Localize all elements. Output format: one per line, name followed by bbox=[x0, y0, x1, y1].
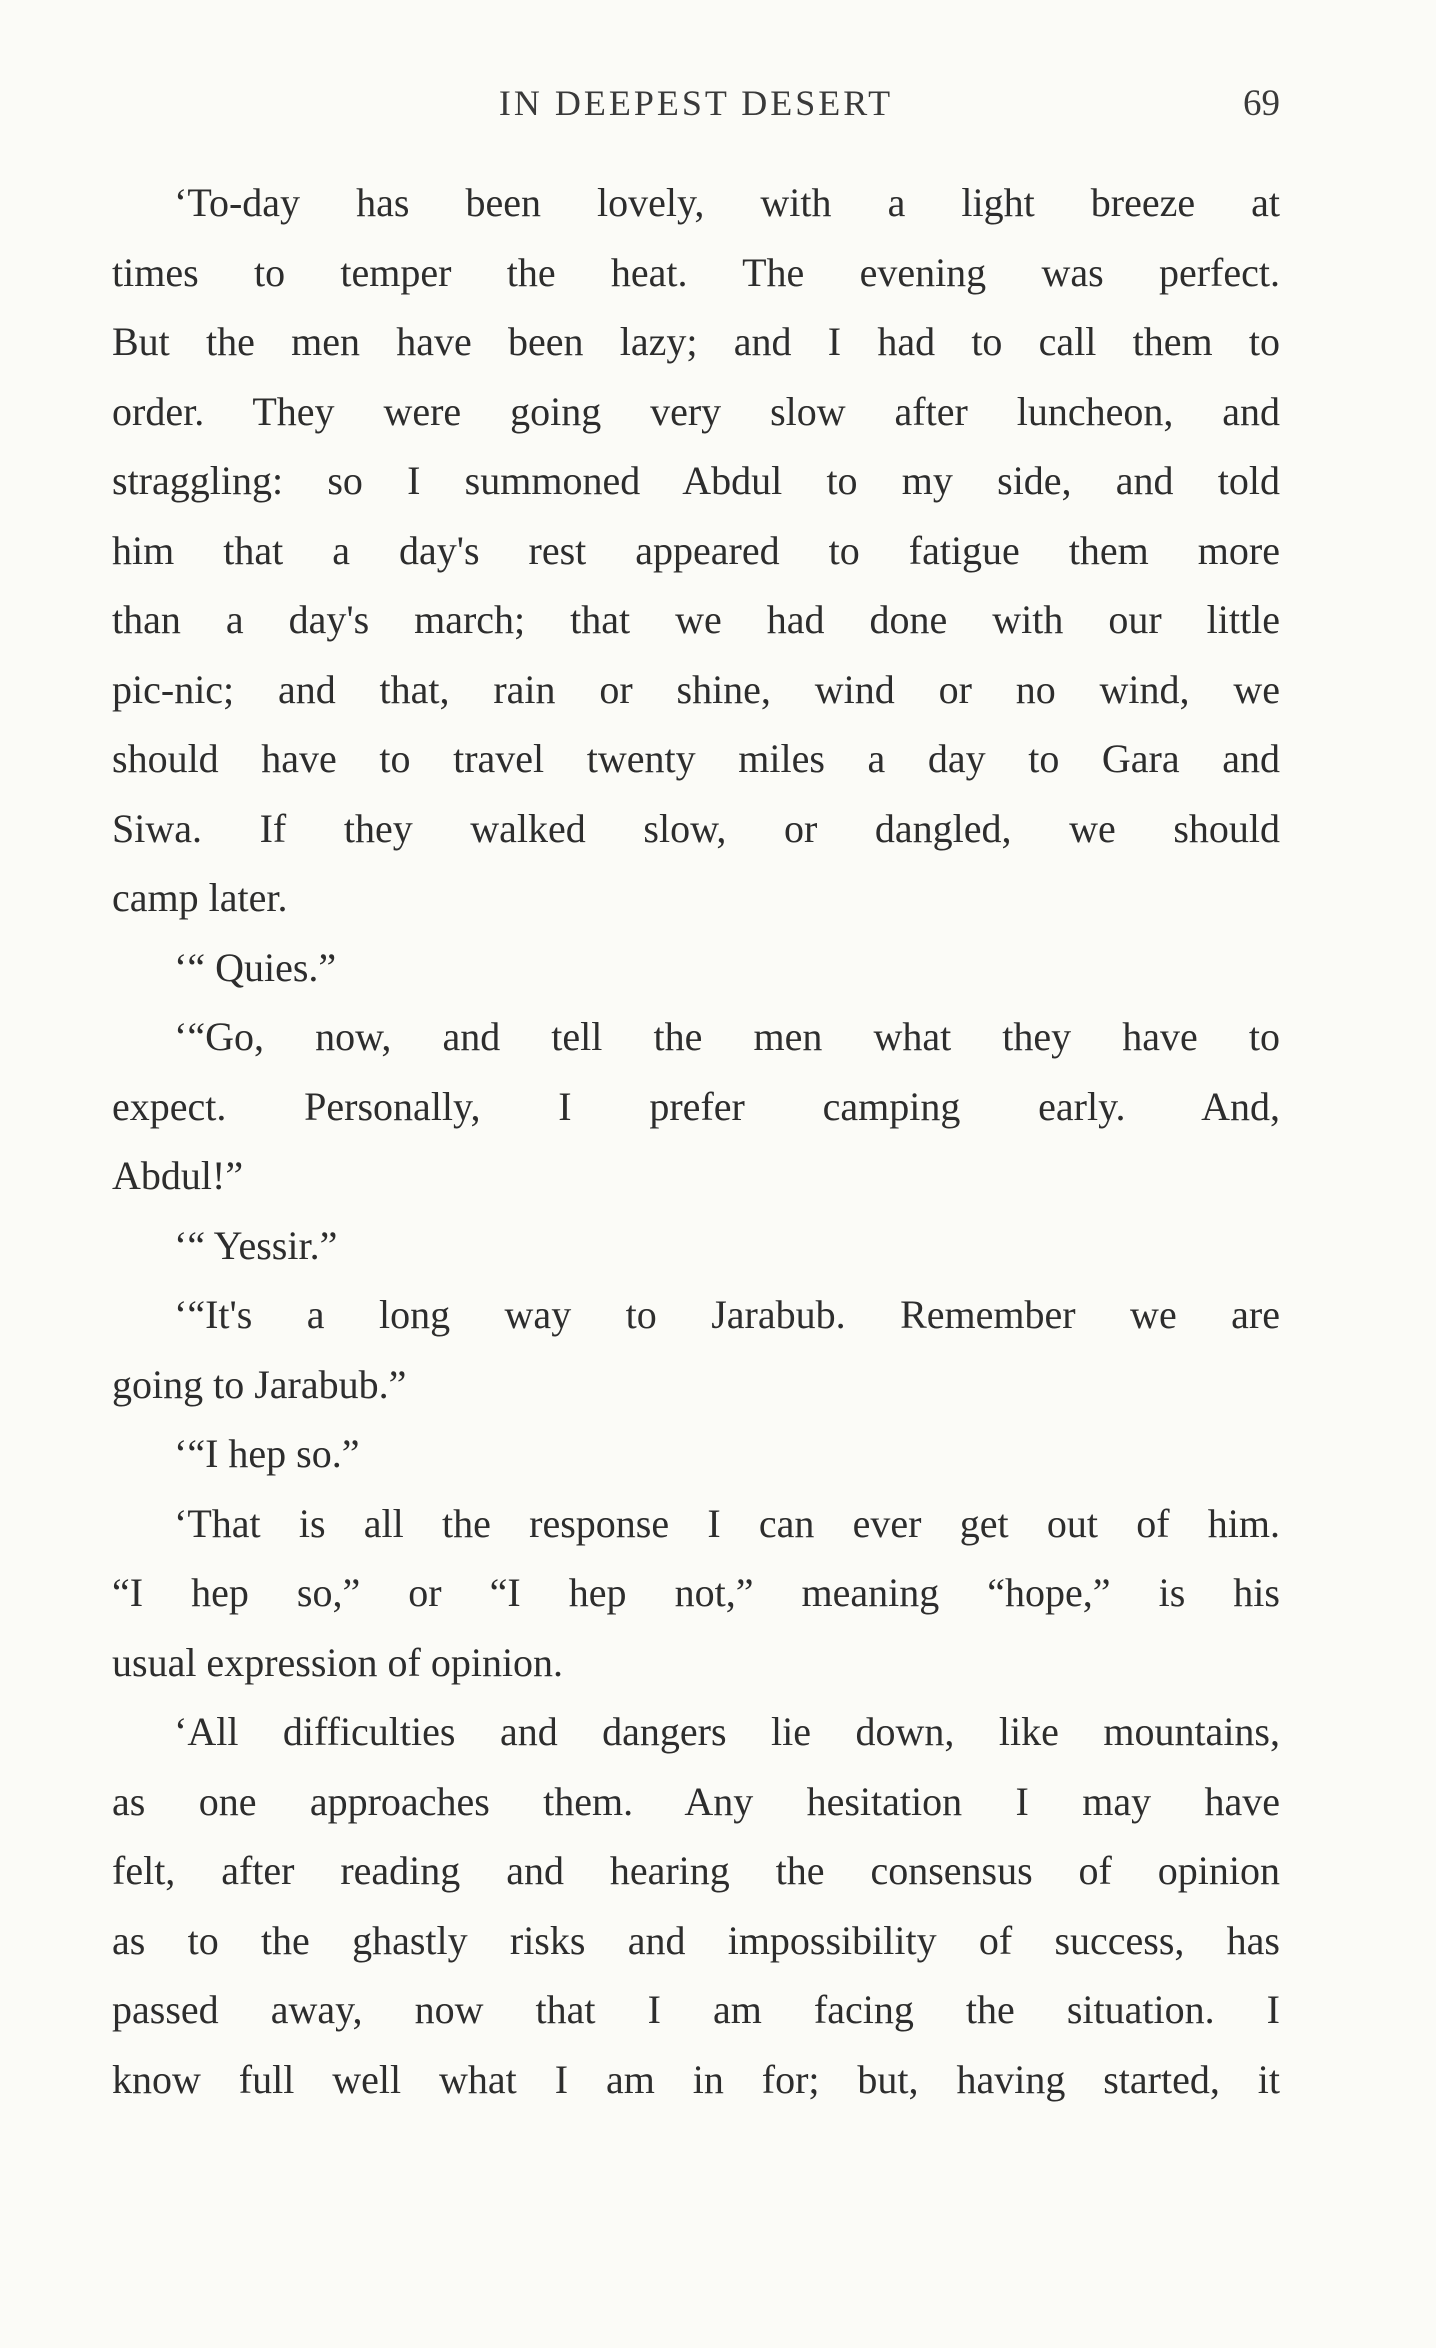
text-line: camp later. bbox=[112, 875, 288, 920]
text-line: But the men have been lazy; and I had to call them to bbox=[112, 319, 1280, 364]
text-line: going to Jarabub.” bbox=[112, 1361, 407, 1407]
text-line: ‘That is all the response I can ever get out of him. bbox=[174, 1500, 1280, 1546]
text-line: expect. Personally, I prefer camping early. And, bbox=[112, 1083, 1280, 1129]
text-line: ‘“It's a long way to Jarabub. Remember we are bbox=[174, 1292, 1280, 1337]
text-line: times to temper the heat. The evening was perfect. bbox=[112, 249, 1280, 295]
text-line: Abdul!” bbox=[112, 1153, 244, 1198]
page-number: 69 bbox=[1243, 83, 1280, 124]
text-line: usual expression of opinion. bbox=[112, 1639, 564, 1685]
text-line: as one approaches them. Any hesitation I may have bbox=[112, 1778, 1280, 1824]
running-head: IN DEEPEST DESERT bbox=[498, 83, 894, 123]
text-line: passed away, now that I am facing the situation. I bbox=[112, 1987, 1280, 2032]
text-line: felt, after reading and hearing the consensus of opinion bbox=[112, 1848, 1280, 1893]
text-line: ‘“ Quies.” bbox=[174, 944, 337, 990]
text-line: straggling: so I summoned Abdul to my side, and told bbox=[112, 458, 1280, 503]
text-line: Siwa. If they walked slow, or dangled, we should bbox=[112, 805, 1280, 851]
text-line: pic-nic; and that, rain or shine, wind or no wind, we bbox=[112, 666, 1280, 712]
text-line: ‘To-day has been lovely, with a light breeze at bbox=[174, 180, 1280, 225]
text-line: ‘“I hep so.” bbox=[174, 1431, 360, 1476]
text-line: “I hep so,” or “I hep not,” meaning “hope,” is his bbox=[112, 1570, 1280, 1615]
text-line: him that a day's rest appeared to fatigue them more bbox=[112, 527, 1280, 573]
text-line: know full well what I am in for; but, having started, it bbox=[112, 2056, 1280, 2102]
text-line: ‘“ Yessir.” bbox=[174, 1222, 338, 1268]
text-line: than a day's march; that we had done with our little bbox=[112, 597, 1280, 642]
text-line: ‘“Go, now, and tell the men what they have to bbox=[174, 1014, 1280, 1059]
text-line: as to the ghastly risks and impossibility of success, has bbox=[112, 1917, 1280, 1963]
body-text bbox=[112, 168, 1280, 2114]
text-line: order. They were going very slow after luncheon, and bbox=[112, 388, 1280, 434]
text-line: should have to travel twenty miles a day to Gara and bbox=[112, 736, 1280, 781]
text-line: ‘All difficulties and dangers lie down, like mountains, bbox=[174, 1709, 1280, 1754]
page-header bbox=[112, 82, 1280, 132]
